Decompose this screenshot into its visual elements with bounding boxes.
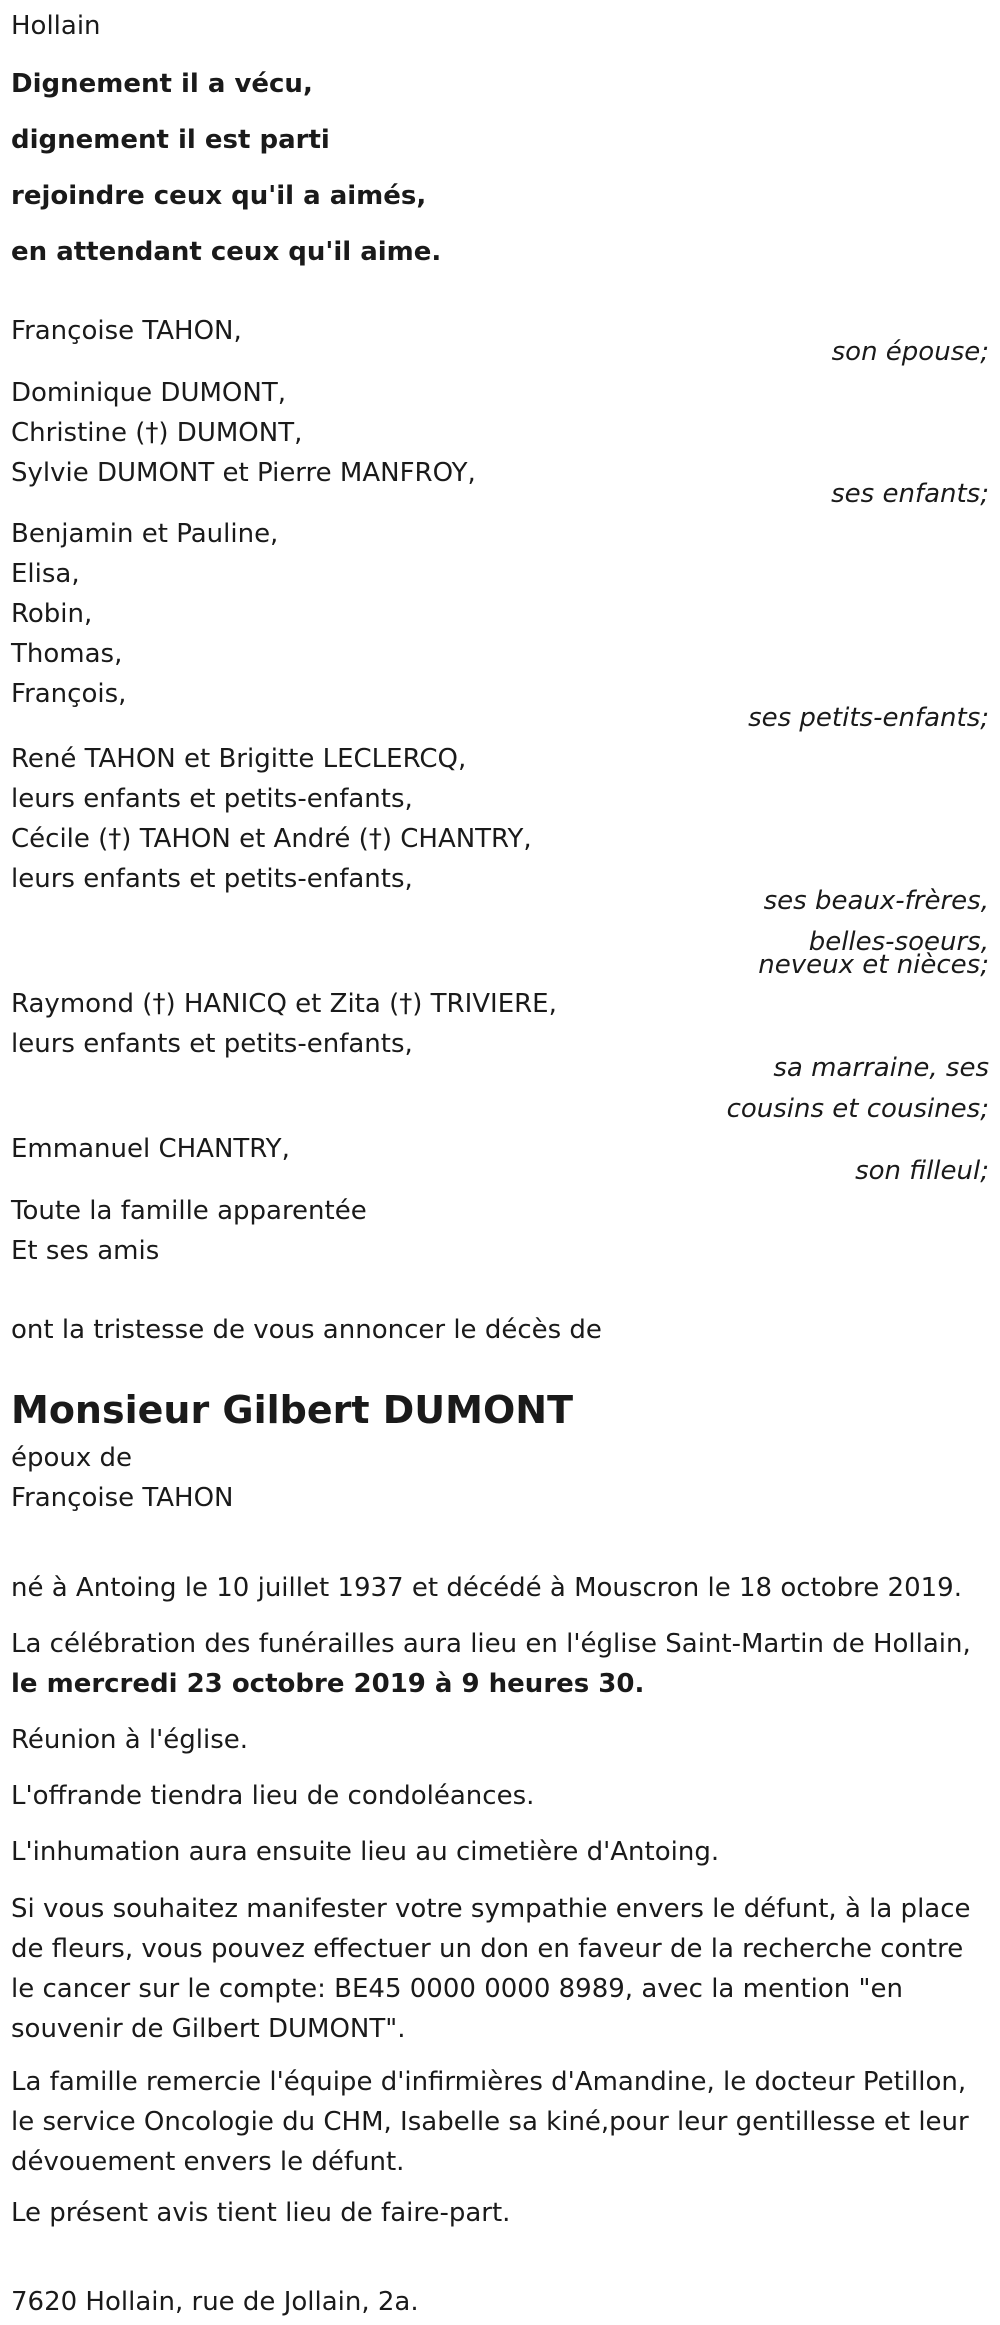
thanks-paragraph <box>11 2062 969 2182</box>
donation-line: le cancer sur le compte: BE45 0000 0000 8989, avec la mention "en <box>11 1974 903 2004</box>
relative-name: leurs enfants et petits-enfants, <box>11 1029 413 1059</box>
grandchild-name: Robin, <box>11 599 93 629</box>
grandchildren-list <box>11 514 278 714</box>
grandchild-name: Benjamin et Pauline, <box>11 519 279 549</box>
inlaws-role: neveux et nièces; <box>758 950 989 980</box>
donation-line: souvenir de Gilbert DUMONT". <box>11 2014 406 2044</box>
grandchild-name: François, <box>11 679 127 709</box>
address-text: 7620 Hollain, rue de Jollain, 2a. <box>11 2287 419 2317</box>
inlaws-role: belles-soeurs, <box>808 927 989 957</box>
burial-text: L'inhumation aura ensuite lieu au cimetière d'Antoing. <box>11 1837 720 1867</box>
grandchild-name: Thomas, <box>11 639 123 669</box>
inlaws-role: ses beaux-frères, <box>763 886 989 916</box>
others-list <box>11 1191 367 1271</box>
godmother-role: cousins et cousines; <box>726 1094 989 1124</box>
place-name: Hollain <box>11 11 101 41</box>
donation-line: de fleurs, vous pouvez effectuer un don en faveur de la recherche contre <box>11 1934 964 1964</box>
godson-role: son filleul; <box>855 1156 989 1186</box>
deceased-name: Monsieur Gilbert DUMONT <box>11 1388 574 1432</box>
godmother-list <box>11 984 557 1064</box>
donation-line: Si vous souhaitez manifester votre sympathie envers le défunt, à la place <box>11 1894 971 1924</box>
spouse-role: son épouse; <box>831 337 989 367</box>
poem-line: dignement il est parti <box>11 125 330 155</box>
others-line: Et ses amis <box>11 1236 160 1266</box>
deceased-spouse-name: Françoise TAHON <box>11 1483 234 1513</box>
thanks-line: le service Oncologie du CHM, Isabelle sa kiné,pour leur gentillesse et leur <box>11 2107 969 2137</box>
birth-death-text: né à Antoing le 10 juillet 1937 et décédé à Mouscron le 18 octobre 2019. <box>11 1573 962 1603</box>
children-list <box>11 373 476 493</box>
inlaws-list <box>11 739 532 899</box>
reunion-text: Réunion à l'église. <box>11 1725 249 1755</box>
children-role: ses enfants; <box>831 479 989 509</box>
donation-paragraph <box>11 1889 971 2049</box>
spouse-of-label: époux de <box>11 1443 133 1473</box>
inlaw-name: Cécile (†) TAHON et André (†) CHANTRY, <box>11 824 532 854</box>
child-name: Sylvie DUMONT et Pierre MANFROY, <box>11 458 476 488</box>
inlaw-name: leurs enfants et petits-enfants, <box>11 864 413 894</box>
ceremony-line: La célébration des funérailles aura lieu en l'église Saint-Martin de Hollain, <box>11 1629 971 1659</box>
poem <box>11 56 441 280</box>
others-line: Toute la famille apparentée <box>11 1196 367 1226</box>
grandchild-name: Elisa, <box>11 559 80 589</box>
offering-text: L'offrande tiendra lieu de condoléances. <box>11 1781 535 1811</box>
thanks-line: La famille remercie l'équipe d'infirmières d'Amandine, le docteur Petillon, <box>11 2067 967 2097</box>
inlaw-name: René TAHON et Brigitte LECLERCQ, <box>11 744 467 774</box>
poem-line: rejoindre ceux qu'il a aimés, <box>11 181 427 211</box>
spouse-name: Françoise TAHON, <box>11 316 242 346</box>
inlaw-name: leurs enfants et petits-enfants, <box>11 784 413 814</box>
godson-name: Emmanuel CHANTRY, <box>11 1134 290 1164</box>
child-name: Christine (†) DUMONT, <box>11 418 303 448</box>
grandchildren-role: ses petits-enfants; <box>748 703 989 733</box>
child-name: Dominique DUMONT, <box>11 378 286 408</box>
poem-line: Dignement il a vécu, <box>11 69 313 99</box>
ceremony-date: le mercredi 23 octobre 2019 à 9 heures 30. <box>11 1669 645 1699</box>
announce-text: ont la tristesse de vous annoncer le décès de <box>11 1315 602 1345</box>
poem-line: en attendant ceux qu'il aime. <box>11 237 442 267</box>
relative-name: Raymond (†) HANICQ et Zita (†) TRIVIERE, <box>11 989 557 1019</box>
thanks-line: dévouement envers le défunt. <box>11 2147 405 2177</box>
notice-text: Le présent avis tient lieu de faire-part. <box>11 2198 511 2228</box>
ceremony-info <box>11 1624 971 1704</box>
godmother-role: sa marraine, ses <box>773 1053 989 1083</box>
